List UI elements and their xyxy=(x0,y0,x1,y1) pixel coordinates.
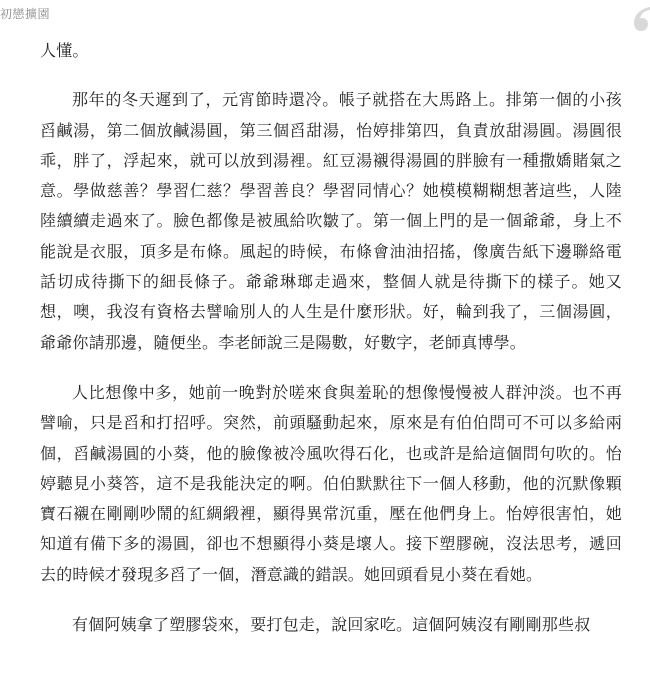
quote-icon[interactable] xyxy=(626,4,650,32)
book-title: 初戀擴園 xyxy=(0,7,51,21)
paragraph: 那年的冬天遲到了，元宵節時還冷。帳子就搭在大馬路上。排第一個的小孩舀鹹湯，第二個放鹹湯圓，第三個舀甜湯，怡婷排第四，負責放甜湯圓。湯圓很乖，胖了，浮起來，就可以放到湯裡。紅豆湯襯得湯圓的胖臉有一種撒嬌賭氣之意。學做慈善？學習仁慈？學習善良？學習同情心？她模模糊糊想著這些，人陸陸續續走過來了。臉色都像是被風給吹皺了。第一個上門的是一個爺爺，身上不能說是衣服，頂多是布條。風起的時候，布條會油油招搖，像廣告紙下邊聯絡電話切成待撕下的細長條子。爺爺琳瑯走過來，整個人就是待撕下的樣子。她又想，噢，我沒有資格去譬喻別人的人生是什麼形狀。好，輪到我了，三個湯圓，爺爺你請那邊，隨便坐。李老師說三是陽數，好數字，老師真博學。 xyxy=(40,90,622,352)
article-body xyxy=(40,36,622,640)
paragraph: 人懂。 xyxy=(40,41,89,60)
paragraph: 人比想像中多，她前一晚對於嗟來食與羞恥的想像慢慢被人群沖淡。也不再譬喻，只是舀和打招呼。突然，前頭騷動起來，原來是有伯伯問可不可以多給兩個，舀鹹湯圓的小葵，他的臉像被冷風吹得石化，也或許是給這個問句吹的。怡婷聽見小葵答，這不是我能決定的啊。伯伯默默往下一個人移動，他的沉默像顆寶石襯在剛剛吵鬧的紅綢緞裡，顯得異常沉重，壓在他們身上。怡婷很害怕，她知道有備下多的湯圓，卻也不想顯得小葵是壞人。接下塑膠碗，沒法思考，遞回去的時候才發現多舀了一個，潛意識的錯誤。她回頭看見小葵在看她。 xyxy=(40,382,622,584)
paragraph: 有個阿姨拿了塑膠袋來，要打包走，說回家吃。這個阿姨沒有剛剛那些叔 xyxy=(72,615,591,635)
